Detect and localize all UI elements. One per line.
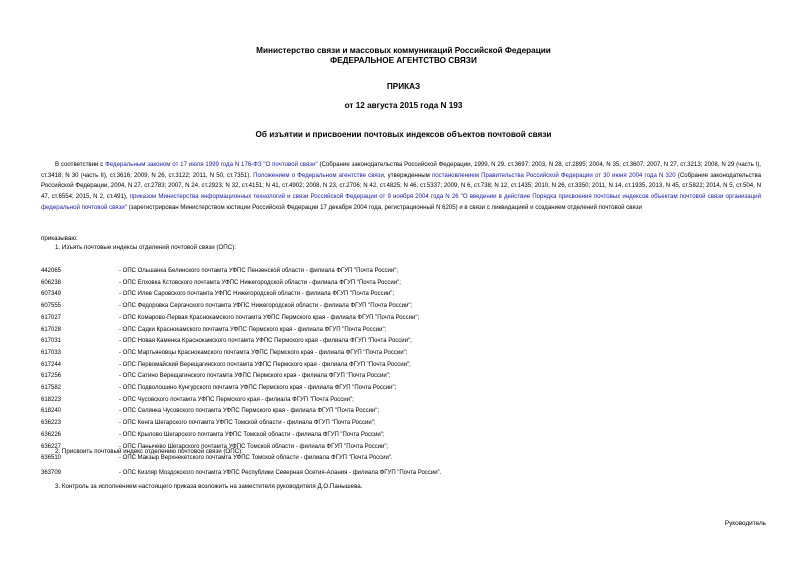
doc-date-number: от 12 августа 2015 года N 193 (344, 101, 463, 110)
index-description: - ОПС Илев Саровского почтамта УФПС Нижегородской области - филиала ФГУП "Почта России"; (119, 291, 395, 298)
index-description: - ОПС Елховка Кстовского почтамта УФПС Нижегородской области - филиала ФГУП "Почта России"; (119, 279, 401, 286)
index-code: 617244 (41, 361, 62, 368)
index-description: - ОПС Сатино Верещагинского почтамта УФПС Пермского края - филиала ФГУП "Почта России"; (119, 373, 391, 380)
order-word: приказываю: (41, 235, 78, 242)
preamble-text: (зарегистрирован Министерством юстиции Российской Федерации 17 декабря 2004 года, регистрационный N 6205) и в связи с ликвидацией и созданием отделений почтовой связи (126, 203, 642, 211)
index-description: - ОПС Кенга Шегарского почтамта УФПС Томской области - филиала ФГУП "Почта России"; (119, 420, 376, 427)
index-description: - ОПС Макзыр Верхнекетского почтамта УФПС Томской области - филиала ФГУП "Почта России". (119, 455, 393, 462)
preamble-text: (Собрание законодательства Российской Федерации, 2004, N 27, ст.2783; 2007, N 24, ст.2923; N 32, ст.4151; N 41, ст.4902; 2008, N 23, ст.2706; N 42, ст.4825; N 46, ст.5337; 2009, N 6, ст.738; N 12, ст.1435; 2010, N 26, ст.3350; 2011, N 14, ст.1935, 2013, N 45, ст.5822; 2014, N 5, ст.504, N 47, ст.6554; 2015, N 2, ст.491), (41, 171, 762, 201)
assigned-index-code: 363709 (41, 470, 62, 476)
index-code: 607555 (41, 303, 62, 310)
item-3: 3. Контроль за исполнением настоящего приказа возложить на заместителя руководителя Д.О.Панышева. (55, 483, 363, 490)
index-code: 636227 (41, 443, 62, 450)
document-header (0, 46, 807, 66)
index-code: 617582 (41, 385, 62, 391)
index-code: 617256 (41, 373, 62, 380)
link-government-decree[interactable]: постановлением Правительства Российской Федерации от 30 июня 2004 года N 320 (431, 171, 676, 179)
item-1: 1. Изъять почтовые индексы отделений почтовой связи (ОПС): (55, 244, 237, 251)
index-code: 618223 (41, 396, 62, 403)
item-2: 2. Присвоить почтовый индекс отделению почтовой связи (ОПС): (55, 448, 243, 455)
index-code: 636510 (41, 455, 62, 462)
index-code: 617028 (41, 326, 62, 333)
assigned-index-description: - ОПС Кизляр Моздокского почтамта УФПС Республики Северная Осетия-Алания - филиала ФГУП "Почта России". (119, 470, 442, 476)
index-description: - ОПС Подволошино Кунгурского почтамта УФПС Пермского края - филиала ФГУП "Почта России"; (119, 385, 397, 391)
index-code: 617027 (41, 314, 62, 321)
preamble-text: (Собрание законодательства Российской Федерации, 1999, N 29, ст.3697; 2003, N 28, ст.2895; 2004, N 35, ст.3607; 2007, N 27, ст.3213; 2008, N 29 (часть I), ст.3418; N 30 (часть II), ст.3616; 2009, N 26, ст.3122; 2011, N 50, ст.7351). (41, 161, 762, 179)
index-code: 617031 (41, 338, 62, 345)
index-code: 606238 (41, 279, 62, 286)
index-description: - ОПС Комарово-Первая Краснокамского почтамта УФПС Пермского края - филиала ФГУП "Почта России"; (119, 314, 420, 321)
index-description: - ОПС Федоровка Сергачского почтамта УФПС Нижегородской области - филиала ФГУП "Почта России"; (119, 303, 413, 310)
index-description: - ОПС Первомайский Верещагинского почтамта УФПС Пермского края - филиала ФГУП "Почта России"; (119, 361, 411, 368)
index-description: - ОПС Селянка Чусовского почтамта УФПС Пермского края - филиала ФГУП "Почта России"; (119, 408, 380, 415)
doc-type: ПРИКАЗ (386, 82, 421, 91)
link-agency-regulation[interactable]: Положением о Федеральном агентстве связи (253, 171, 384, 179)
index-description: - ОПС Ольшанка Белинского почтамта УФПС Пензенской области - филиала ФГУП "Почта России"; (119, 268, 399, 274)
link-ministry-order[interactable]: приказом Министерства информационных технологий и связи Российской Федерации от 9 ноября 2004 года N 26 "О введении в действие Порядка присвоения почтовых индексов объектам почтовой связи организаций федеральной почтовой связи" (41, 193, 761, 211)
agency-name: ФЕДЕРАЛЬНОЕ АГЕНТСТВО СВЯЗИ (330, 56, 477, 65)
preamble (41, 160, 761, 214)
index-code: 617033 (41, 349, 62, 356)
doc-subject: Об изъятии и присвоении почтовых индексов объектов почтовой связи (255, 130, 552, 139)
ministry-name: Министерство связи и массовых коммуникаций Российской Федерации (256, 46, 551, 55)
index-description: - ОПС Крылово Шегарского почтамта УФПС Томской области - филиала ФГУП "Почта России"; (119, 431, 385, 438)
index-description: - ОПС Мартьяновцы Краснокамского почтамта УФПС Пермского края - филиала ФГУП "Почта России"; (119, 349, 408, 356)
index-description: - ОПС Чусовского почтамта УФПС Пермского края - филиала ФГУП "Почта России"; (119, 396, 354, 403)
index-code: 442065 (41, 268, 62, 274)
index-description: - ОПС Садки Краснокамского почтамта УФПС Пермского края - филиала ФГУП "Почта России"; (119, 326, 387, 333)
index-code: 607349 (41, 291, 62, 298)
index-description: - ОПС Новая Каменка Краснокамского почтамта УФПС Пермского края - филиала ФГУП "Почта России"; (119, 338, 412, 345)
preamble-text: В соответствии с (55, 161, 106, 168)
signature: Руководитель (724, 520, 766, 527)
index-description: - ОПС Панычево Шегарского почтамта УФПС Томской области - филиала ФГУП "Почта России"; (119, 443, 389, 450)
index-code: 618240 (41, 408, 62, 415)
index-code: 636226 (41, 431, 62, 438)
index-code: 636223 (41, 420, 62, 427)
preamble-text: , утвержденным (383, 171, 432, 179)
link-federal-law[interactable]: Федеральным законом от 17 июля 1999 года N 176-ФЗ "О почтовой связи" (105, 161, 318, 168)
